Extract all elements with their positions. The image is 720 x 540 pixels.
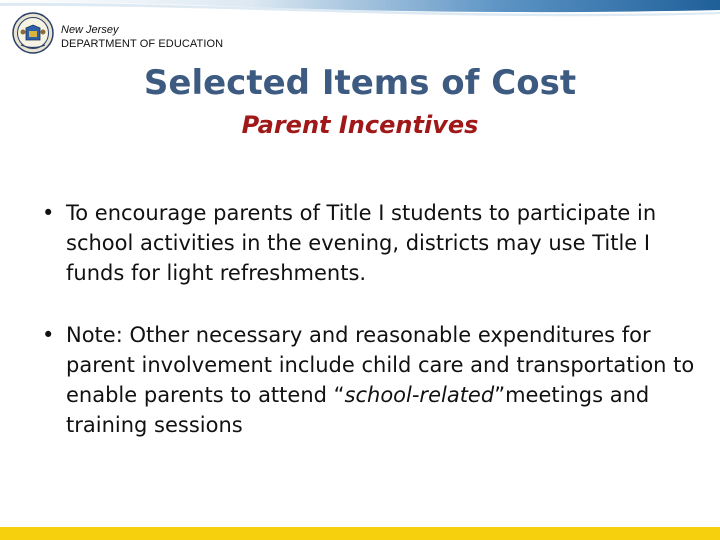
bullet-italic-term: school-related — [344, 383, 495, 407]
agency-name — [61, 24, 223, 51]
bullet-item — [40, 198, 700, 288]
bullet-text-tail: meetings and training sessions — [66, 383, 650, 437]
nj-state-seal-icon — [12, 12, 54, 54]
footer-yellow-bar — [0, 527, 720, 540]
close-quote: ” — [494, 383, 506, 407]
bullet-marker: • — [42, 201, 55, 225]
bullet-text-lead: Note: Other necessary and reasonable expenditures for parent involvement include child care and transportation to enable parents to attend — [66, 323, 695, 407]
bullet-marker: • — [42, 323, 55, 347]
open-quote: “ — [333, 383, 345, 407]
agency-state: New Jersey — [61, 24, 119, 36]
slide-title: Selected Items of Cost — [143, 63, 577, 103]
agency-department: DEPARTMENT OF EDUCATION — [61, 38, 224, 50]
bullet-item — [40, 320, 700, 440]
bullet-list — [40, 198, 700, 440]
bullet-text: To encourage parents of Title I students to participate in school activities in the evening, districts may use Title I funds for light refreshments. — [66, 201, 657, 285]
slide-subtitle: Parent Incentives — [241, 111, 479, 139]
